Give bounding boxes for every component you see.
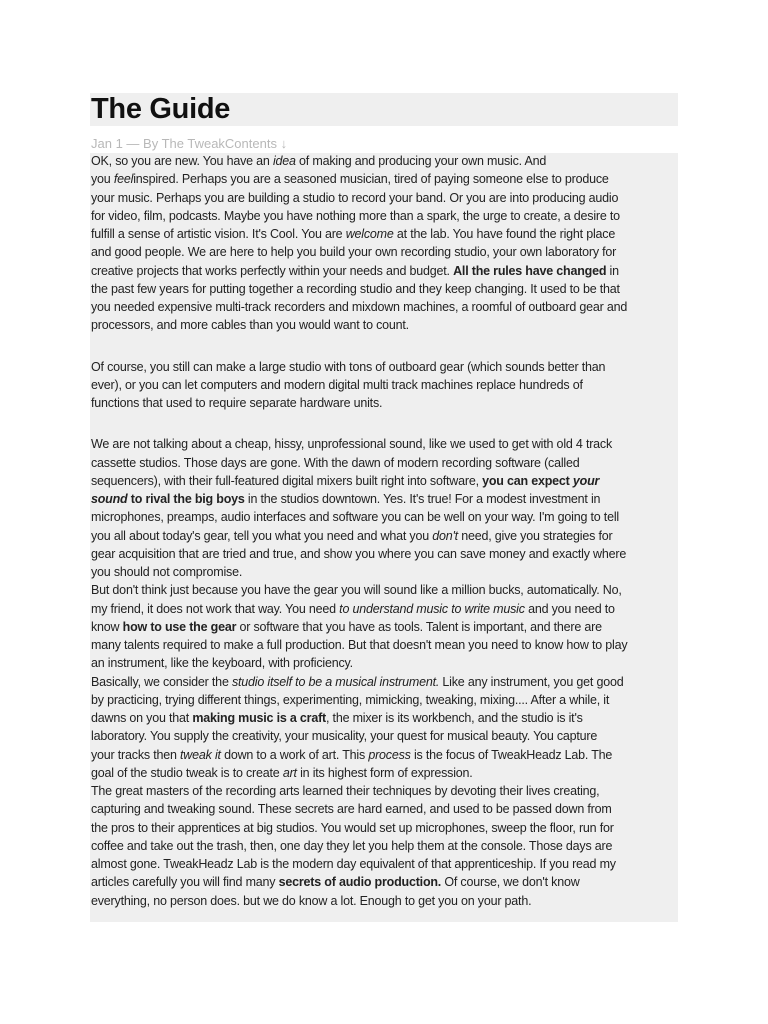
article-paragraph	[91, 358, 679, 413]
paragraph-line	[91, 454, 679, 472]
paragraph-line	[91, 316, 679, 334]
paragraph-line	[91, 170, 679, 188]
text-run: cassette studios. Those days are gone. With the dawn of modern recording software (called	[91, 455, 580, 470]
emphasized-text: process	[368, 747, 411, 762]
emphasized-text: All the rules have changed	[453, 263, 607, 278]
text-run: laboratory. You supply the creativity, your musicality, your quest for musical beauty. You capture	[91, 729, 598, 744]
paragraph-line	[91, 892, 679, 910]
paragraph-line	[91, 243, 679, 261]
article-body	[91, 152, 679, 910]
emphasized-text: art	[282, 765, 297, 780]
emphasized-text: don't	[432, 528, 458, 543]
emphasized-text: welcome	[345, 227, 394, 241]
text-run: articles carefully you will find many	[91, 875, 279, 890]
article-paragraph	[91, 581, 679, 672]
paragraph-line	[91, 508, 679, 526]
paragraph-line	[91, 280, 679, 298]
text-run: the pros to their apprentices at big studios. You would set up microphones, sweep the floor, run for	[91, 820, 614, 835]
text-run: in the studios downtown. Yes. It's true! For a modest investment in	[244, 492, 601, 506]
paragraph-line	[91, 581, 679, 599]
text-run: inspired. Perhaps you are a seasoned musician, tired of paying someone else to produce	[133, 172, 609, 187]
text-run: Basically, we consider the	[91, 674, 232, 689]
text-run: But don't think just because you have the gear you will sound like a million bucks, automatically. No,	[91, 583, 622, 598]
paragraph-line	[91, 298, 679, 316]
emphasized-text: you can expect	[482, 473, 573, 488]
text-run: microphones, preamps, audio interfaces and software you can be well on your way. I'm going to tell	[91, 510, 619, 525]
text-run: , the mixer is its workbench, and the studio is it's	[326, 711, 583, 725]
text-run: by practicing, trying different things, experimenting, mimicking, tweaking, mixing.... After a while, it	[91, 692, 610, 707]
paragraph-line	[91, 673, 679, 691]
emphasized-text: idea	[272, 154, 296, 168]
text-run: need, give you strategies for	[457, 528, 613, 543]
paragraph-line	[91, 691, 679, 709]
paragraph-line	[91, 563, 679, 581]
emphasized-text: tweak it	[180, 747, 221, 762]
paragraph-gap	[91, 335, 679, 358]
paragraph-gap	[91, 412, 679, 435]
paragraph-line	[91, 855, 679, 873]
text-run: The great masters of the recording arts learned their techniques by devoting their lives creating,	[91, 784, 600, 798]
text-run: you all about today's gear, tell you what you need and what you	[91, 528, 433, 543]
text-run: We are not talking about a cheap, hissy, unprofessional sound, like we used to get with old 4 track	[91, 437, 613, 452]
emphasized-text: studio itself to be a musical instrument.	[231, 674, 440, 689]
text-run: at the lab. You have found the right place	[393, 227, 616, 241]
text-run: and good people. We are here to help you build your own recording studio, your own laboratory for	[91, 245, 617, 260]
paragraph-line	[91, 545, 679, 563]
paragraph-line	[91, 727, 679, 745]
text-run: of making and producing your own music. And	[295, 154, 547, 168]
emphasized-text: to understand music to write music	[339, 601, 525, 616]
text-run: processors, and more cables than you would want to count.	[91, 318, 409, 333]
text-run: Of course, you still can make a large studio with tons of outboard gear (which sounds better than	[91, 359, 606, 374]
paragraph-line	[91, 527, 679, 545]
text-run: functions that used to require separate hardware units.	[91, 396, 383, 410]
text-run: Like any instrument, you get good	[439, 674, 624, 689]
text-run: many talents required to make a full production. But that doesn't mean you need to know how to play	[91, 638, 628, 652]
paragraph-line	[91, 189, 679, 207]
text-run: in	[606, 263, 619, 278]
text-run: or software that you have as tools. Talent is important, and there are	[236, 619, 602, 634]
text-run: dawns on you that	[91, 711, 193, 725]
paragraph-line	[91, 600, 679, 618]
text-run: everything, no person does. but we do know a lot. Enough to get you on your path.	[91, 893, 532, 908]
paragraph-line	[91, 618, 679, 636]
paragraph-line	[91, 225, 679, 243]
text-run: goal of the studio tweak is to create	[91, 765, 283, 780]
text-run: you needed expensive multi-track recorders and mixdown machines, a roomful of outboard gear and	[91, 300, 628, 314]
text-run: coffee and take out the trash, then, one day they let you help them at the console. Those days are	[91, 838, 613, 853]
text-run: my friend, it does not work that way. You need	[91, 601, 340, 616]
emphasized-text: to rival the big boys	[127, 492, 245, 506]
text-run: you	[91, 172, 114, 187]
text-run: OK, so you are new. You have an	[91, 154, 273, 168]
paragraph-line	[91, 782, 679, 800]
text-run: for video, film, podcasts. Maybe you have nothing more than a spark, the urge to create, a desire to	[91, 208, 620, 223]
text-run: your tracks then	[91, 747, 181, 762]
text-run: creative projects that works perfectly within your needs and budget.	[91, 263, 454, 278]
paragraph-line	[91, 746, 679, 764]
text-run: is the focus of TweakHeadz Lab. The	[410, 747, 613, 762]
paragraph-line	[91, 152, 679, 170]
text-run: in its highest form of expression.	[296, 765, 473, 780]
paragraph-line	[91, 709, 679, 727]
paragraph-line	[91, 873, 679, 891]
text-run: gear acquisition that are tried and true, and show you where you can save money and exactly where	[91, 546, 627, 561]
article-paragraph	[91, 673, 679, 783]
paragraph-line	[91, 394, 679, 412]
text-run: Of course, we don't know	[441, 875, 580, 890]
text-run: capturing and tweaking sound. These secrets are hard earned, and used to be passed down from	[91, 802, 612, 817]
text-run: the past few years for putting together a recording studio and they keep changing. It used to be that	[91, 281, 620, 296]
text-run: an instrument, like the keyboard, with proficiency.	[91, 656, 353, 671]
article-paragraph	[91, 782, 679, 910]
paragraph-line	[91, 435, 679, 453]
paragraph-line	[91, 764, 679, 782]
text-run: know	[91, 619, 123, 634]
paragraph-line	[91, 490, 679, 508]
emphasized-text: secrets of audio production.	[278, 875, 442, 890]
article-meta: Jan 1 — By The TweakContents ↓	[91, 136, 288, 151]
emphasized-text: how to use the gear	[122, 619, 237, 634]
emphasized-text: your	[572, 473, 600, 488]
paragraph-line	[91, 262, 679, 280]
paragraph-line	[91, 837, 679, 855]
emphasized-text: sound	[91, 492, 128, 506]
paragraph-line	[91, 358, 679, 376]
text-run: ever), or you can let computers and modern digital multi track machines replace hundreds of	[91, 377, 583, 392]
paragraph-line	[91, 800, 679, 818]
page-title: The Guide	[91, 93, 231, 125]
text-run: almost gone. TweakHeadz Lab is the modern day equivalent of that apprenticeship. If you read my	[91, 857, 616, 871]
paragraph-line	[91, 654, 679, 672]
text-run: sequencers), with their full-featured digital mixers built right into software,	[91, 473, 483, 488]
emphasized-text: making music is a craft	[192, 711, 326, 725]
text-run: fulfill a sense of artistic vision. It's Cool. You are	[91, 227, 346, 241]
text-run: you should not compromise.	[91, 565, 243, 579]
paragraph-line	[91, 376, 679, 394]
paragraph-line	[91, 819, 679, 837]
paragraph-line	[91, 207, 679, 225]
paragraph-line	[91, 636, 679, 654]
text-run: and you need to	[524, 601, 615, 616]
emphasized-text: feel	[113, 172, 134, 187]
paragraph-line	[91, 472, 679, 490]
article-paragraph	[91, 435, 679, 581]
text-run: down to a work of art. This	[220, 747, 369, 762]
text-run: your music. Perhaps you are building a studio to record your band. Or you are into producing audio	[91, 190, 619, 205]
article-paragraph	[91, 152, 679, 335]
